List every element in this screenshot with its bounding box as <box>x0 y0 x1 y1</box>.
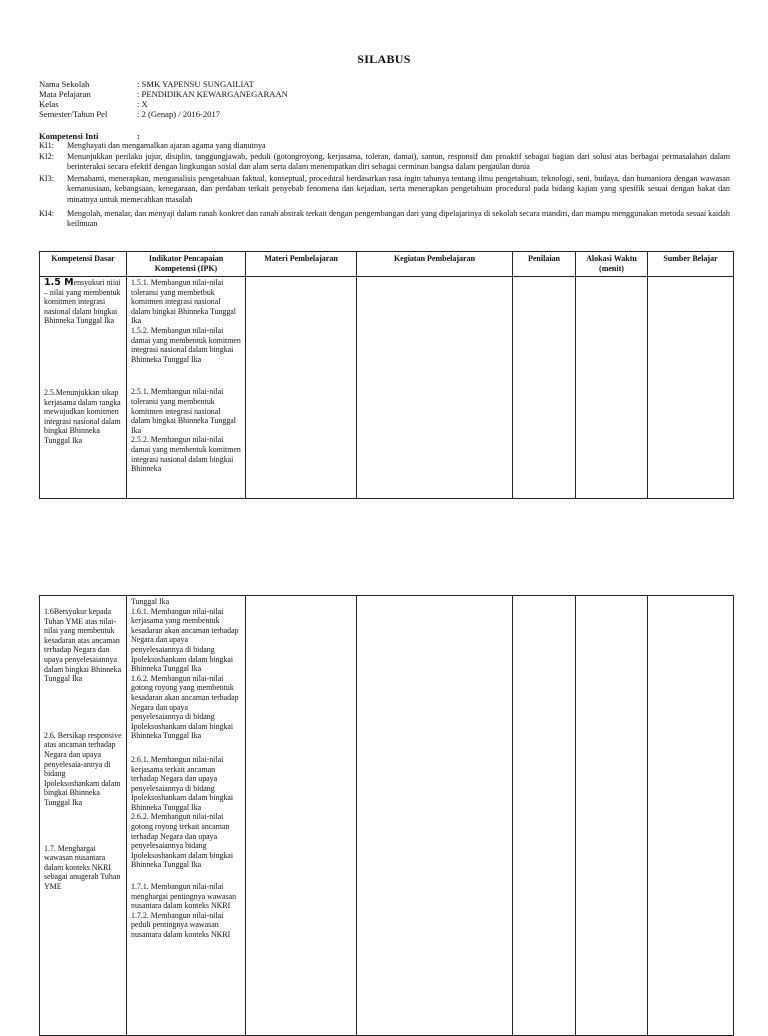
ipk-1-5-2: 1.5.2. Membangun nilai-nilai damai yang membentuk komitmen integrasi nasional dalam bingkai Bhinneka Tunggal Ika <box>131 325 241 364</box>
ipk-1-7-2: 1.7.2. Membangun nilai-nilai peduli pentingnya wawasan nusantara dalam konteks NKRI <box>131 910 231 939</box>
table-row <box>40 277 734 499</box>
header-kegiatan: Kegiatan Pembelajaran <box>357 252 513 277</box>
kd-1-5-rest: ensyukuri niiai – nilai yang membentuk komitmen integrasi nasional dalam bingkai Bhinneka Tunggal Ika <box>44 278 121 326</box>
penilaian-cell <box>513 277 576 499</box>
ipk-2-5-1: 2.5.1. Membangun nilai-nilai toleransi yang membentuk komitmen integrasi nasional dalam bingkai Bhinneka Tunggal Ika <box>131 387 236 435</box>
meta-value: : X <box>137 99 148 109</box>
meta-row-school <box>39 79 288 89</box>
sumber-cell <box>648 596 734 1036</box>
ipk-1-6-1: 1.6.1. Membangun nilai-nilai kerjasama yang membentuk kesadaran akan ancaman terhadap Negara dan upaya penyelesaiannya di bidang Ipoleksoshankam dalam bingkai Bhinneka Tunggal Ika <box>131 606 239 674</box>
school-info <box>39 79 288 119</box>
meta-row-subject <box>39 89 288 99</box>
header-alokasi-waktu: Alokasi Waktu (menit) <box>576 252 648 277</box>
meta-label: Nama Sekolah <box>39 79 90 89</box>
ki-text: Menunjukkan perilaku jujur, disiplin, tanggungjawab, peduli (gotongroyong, kerjasama, toleran, damai), santun, responsif dan proaktif sebagai bagian dari solusi atas berbagai permasalahan dalam berinteraksi secara efektif dengan lingkungan sosial dan alam serta dalam menempatkan diri sebagai cerminan bangsa dalam pergaulan dunia <box>67 152 730 172</box>
header-sumber-belajar: Sumber Belajar <box>648 252 734 277</box>
kd-1-5-prefix: 1.5 M <box>44 277 74 288</box>
kegiatan-cell <box>357 277 513 499</box>
ki-item-1 <box>39 141 730 151</box>
penilaian-cell <box>513 596 576 1036</box>
meta-value: : PENDIDIKAN KEWARGANEGARAAN <box>137 89 288 99</box>
ipk-1-6-2: 1.6.2. Membangun nilai-nilai gotong royong yang membentuk kesadaran akan ancaman terhadap Negara dan upaya penyelesaiannya di bidang Ipoleksoshankam dalam bingkai Bhinneka Tunggal Ika <box>131 673 239 741</box>
sumber-cell <box>648 277 734 499</box>
table-header-row <box>40 252 734 277</box>
ipk-cell <box>127 277 246 499</box>
kd-2-5: 2.5.Menunjukkan sikap kerjasama dalam rangka mewujudkan komitmen integrasi nasional dalam bingkai Bhinneka Tunggal Ika <box>44 387 121 445</box>
materi-cell <box>246 277 357 499</box>
ki-text: Memahami, menerapkan, menganalisis pengetahuan faktual, konseptual, procedural berdasarkan rasa ingin tahunya tentang ilmu pengetahuan, teknologi, seni, budaya, dan humaniora dengan wawasan kemanusiaan, kebangsaan, kenegaraan, dan perdaban terkait penyebab fenomena dan kejadian, serta menerapkan pengetahuan procedural pada bidang kajian yang spesifik sesuai dengan bakat dan minatnya untuk memecahkan masalah <box>67 174 730 204</box>
kegiatan-cell <box>357 596 513 1036</box>
ki-heading-colon: : <box>137 131 140 141</box>
syllabus-table-page-2 <box>39 595 734 1036</box>
alokasi-cell <box>576 596 648 1036</box>
ki-text: Mengolah, menalar, dan menyaji dalam ranah konkret dan ranah abstrak terkait dengan pengembangan dari yang dipelajarinya di sekolah secara mandiri, dan mampu menggunakan metoda sesuai kaidah keilmuan <box>67 209 730 229</box>
kd-cell <box>40 277 127 499</box>
ki-item-4 <box>39 209 730 230</box>
header-penilaian: Penilaian <box>513 252 576 277</box>
ipk-2-6-2: 2.6.2. Membangun nilai-nilai gotong royong terkait ancaman terhadap Negara dan upaya penyelesaiannya bidang Ipoleksoshankam dalam bingkai Bhinneka Tunggal Ika <box>131 812 234 870</box>
kd-1-7: 1.7. Menghargai wawasan nusantara dalam konteks NKRI sebagai anugerah Tuhan YME <box>44 843 121 891</box>
meta-label: Kelas <box>39 99 59 109</box>
ipk-2-6-1: 2.6.1. Membangun nilai-nilai kerjasama terkait ancaman terhadap Negara dan upaya penyelesaiannya di bidang Ipoleksoshankam dalam bingkai Bhinneka Tunggal Ika <box>131 754 234 812</box>
ipk-1-7-1: 1.7.1. Membangun nilai-nilai menghargai pentingnya wawasan nusantara dalam konteks NKRI <box>131 882 237 911</box>
ki-tag: KI1: <box>39 141 55 150</box>
meta-row-semester <box>39 109 288 119</box>
ki-heading-label: Kompetensi Inti <box>39 131 99 141</box>
ki-text: Menghayati dan mengamalkan ajaran agama yang dianutnya <box>67 141 266 150</box>
table-row <box>40 596 734 1036</box>
ki-item-2 <box>39 152 730 173</box>
ipk-2-5-2: 2.5.2. Membangun nilai-nilai damai yang membentuk komitmen integrasi nasional dalam bingkai Bhinneka <box>131 435 241 474</box>
materi-cell <box>246 596 357 1036</box>
ki-item-3 <box>39 174 730 205</box>
ki-tag: KI3: <box>39 174 55 183</box>
kd-2-6: 2.6. Bersikap responsive atas ancaman terhadap Negara dan upaya penyelesaia-annya di bidang Ipoleksoshankam dalam bingkai Bhinneka Tunggal Ika <box>44 730 122 807</box>
ipk-carry-over: Tunggal Ika <box>131 597 170 606</box>
header-ipk: Indikator Pencapaian Kompetensi (IPK) <box>127 252 246 277</box>
kd-1-6: 1.6Bersyukur kepada Tuhan YME atas nilai-nilai yang membentuk kesadaran atas ancaman terhadap Negara dan upaya penyelesaiannya dalam bingkai Bhinneka Tunggal Ika <box>44 607 122 684</box>
meta-value: : SMK YAPENSU SUNGAILIAT <box>137 79 254 89</box>
ki-tag: KI4: <box>39 209 55 218</box>
ipk-1-5-1: 1.5.1. Membangun nilai-nilai toleransi yang membetbuk komitmen integrasi nasional dalam bingkai Bhinneka Tunggal Ika <box>131 278 236 326</box>
document-title: SILABUS <box>357 52 411 66</box>
header-materi: Materi Pembelajaran <box>246 252 357 277</box>
ki-tag: KI2: <box>39 152 55 161</box>
ipk-cell <box>127 596 246 1036</box>
syllabus-table-page-1 <box>39 251 734 499</box>
kd-1-5 <box>44 278 122 326</box>
alokasi-cell <box>576 277 648 499</box>
kd-cell <box>40 596 127 1036</box>
meta-label: Mata Pelajaran <box>39 89 91 99</box>
meta-row-class <box>39 99 288 109</box>
kompetensi-inti-heading <box>39 131 140 141</box>
meta-value: : 2 (Genap) / 2016-2017 <box>137 109 221 119</box>
header-kompetensi-dasar: Kompetensi Dasar <box>40 252 127 277</box>
meta-label: Semester/Tahun Pel <box>39 109 108 119</box>
